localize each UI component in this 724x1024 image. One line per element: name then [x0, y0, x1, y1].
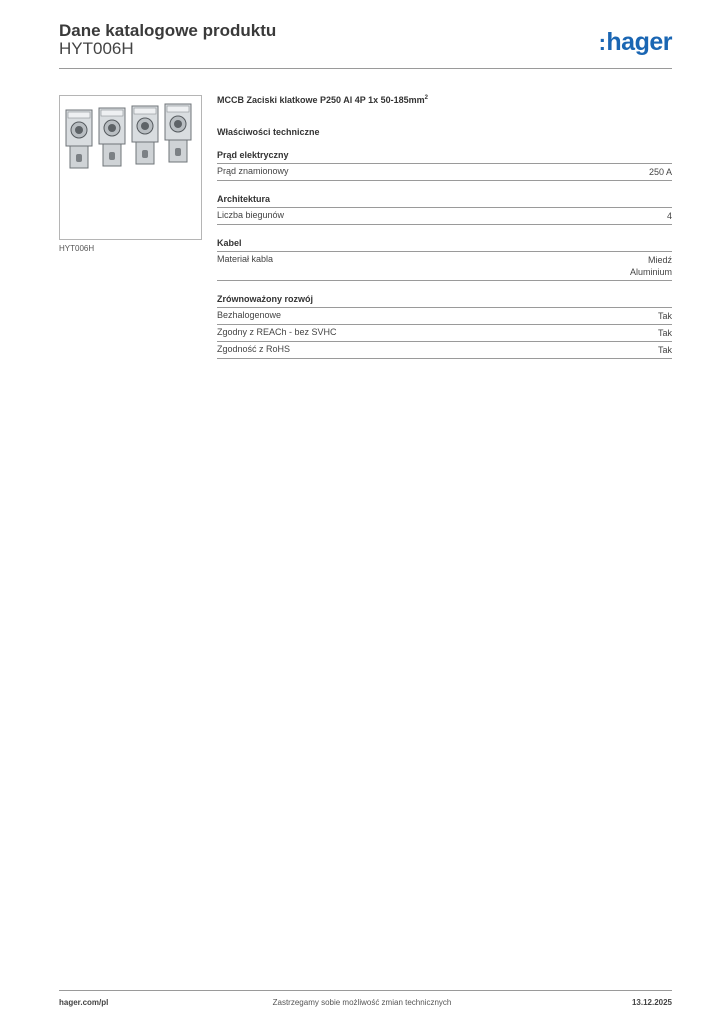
terminal-clamps-illustration: [60, 96, 201, 239]
property-row: [217, 164, 672, 181]
property-value-line: 4: [666, 211, 672, 221]
property-group: [217, 238, 672, 281]
terminal-clamp: [99, 108, 125, 166]
section-heading: Właściwości techniczne: [217, 127, 320, 137]
product-image: [59, 95, 202, 240]
property-group: [217, 194, 672, 225]
document-title: Dane katalogowe produktu: [59, 21, 277, 40]
property-label: Zgodny z REACh - bez SVHC: [217, 327, 337, 337]
property-value-line: Aluminium: [629, 267, 672, 277]
property-group: [217, 294, 672, 359]
product-code: HYT006H: [59, 39, 134, 58]
property-value-line: 250 A: [648, 167, 672, 177]
property-row: [217, 208, 672, 225]
product-details: [217, 95, 672, 359]
terminal-clamp: [165, 104, 191, 162]
property-value: [630, 254, 672, 278]
property-row: [217, 308, 672, 325]
property-group: [217, 150, 672, 181]
property-row: [217, 342, 672, 359]
group-title: Kabel: [217, 238, 672, 252]
property-value-line: Miedź: [647, 255, 672, 265]
hager-logo: :hager: [598, 28, 672, 56]
property-row: [217, 325, 672, 342]
image-caption: HYT006H: [59, 244, 95, 253]
property-value: [658, 310, 672, 322]
terminal-clamp: [132, 106, 158, 164]
footer-disclaimer: Zastrzegamy sobie możliwość zmian technicznych: [272, 998, 452, 1007]
property-label: Bezhalogenowe: [217, 310, 282, 320]
product-title: MCCB Zaciski klatkowe P250 Al 4P 1x $50-185mm^2$: [217, 95, 428, 105]
properties-groups: [217, 150, 672, 359]
footer-divider: [59, 990, 672, 991]
group-title: Architektura: [217, 194, 672, 208]
property-value-line: Tak: [657, 345, 672, 355]
footer-date: 13.12.2025: [631, 998, 672, 1007]
property-label: Prąd znamionowy: [217, 166, 289, 176]
terminal-clamp: [66, 110, 92, 168]
footer-website: hager.com/pl: [59, 998, 109, 1007]
group-title: Prąd elektryczny: [217, 150, 672, 164]
property-value: [658, 344, 672, 356]
property-label: Materiał kabla: [217, 254, 274, 264]
property-value: [667, 210, 672, 222]
property-value: [658, 327, 672, 339]
group-title: Zrównoważony rozwój: [217, 294, 672, 308]
property-label: Liczba biegunów: [217, 210, 285, 220]
header-divider: [59, 68, 672, 69]
property-row: [217, 252, 672, 281]
property-value: [649, 166, 672, 178]
logo-text: hager: [606, 28, 672, 56]
property-label: Zgodność z RoHS: [217, 344, 291, 354]
property-value-line: Tak: [657, 328, 672, 338]
property-value-line: Tak: [657, 311, 672, 321]
